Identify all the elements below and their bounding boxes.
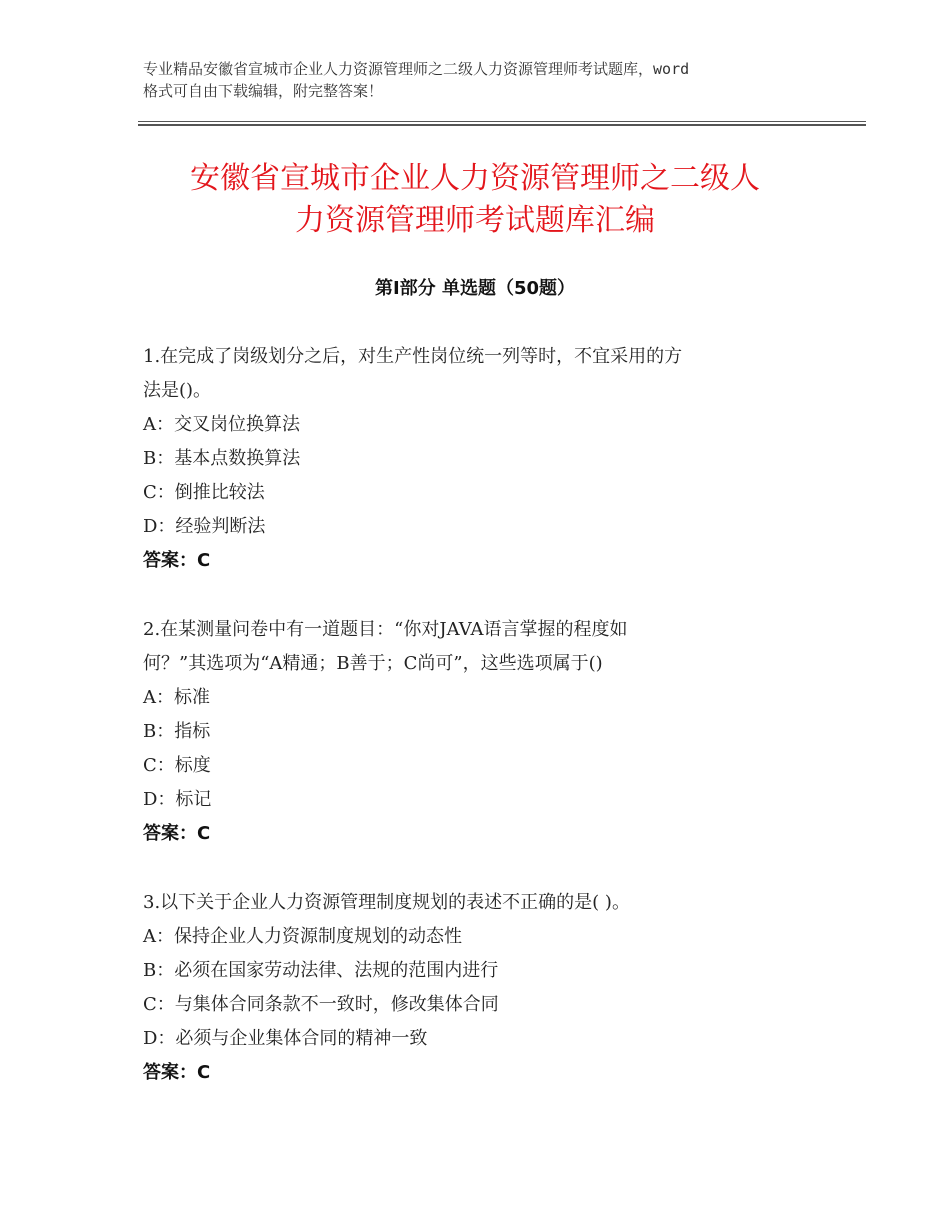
header-note <box>143 58 843 102</box>
question-stem-line: 2.在某测量问卷中有一道题目：“你对JAVA语言掌握的程度如 <box>143 619 628 640</box>
question-stem-line: 法是()。 <box>143 380 212 401</box>
document-title <box>100 158 850 242</box>
answer-label: 答案：C <box>143 1062 211 1083</box>
header-divider-thick <box>138 124 866 126</box>
question-stem-line: 1.在完成了岗级划分之后，对生产性岗位统一列等时，不宜采用的方 <box>143 346 683 367</box>
header-note-line-1: 专业精品安徽省宣城市企业人力资源管理师之二级人力资源管理师考试题库，word <box>143 60 690 78</box>
option-d: D：经验判断法 <box>143 516 266 537</box>
question-stem-line: 何？”其选项为“A精通；B善于；C尚可”，这些选项属于() <box>143 653 603 674</box>
option-c: C：倒推比较法 <box>143 482 265 503</box>
section-heading: 第Ⅰ部分 单选题（50题） <box>374 278 575 299</box>
header-divider-thin <box>138 121 866 122</box>
question-stem-line: 3.以下关于企业人力资源管理制度规划的表述不正确的是( )。 <box>143 892 630 913</box>
option-d: D：标记 <box>143 789 212 810</box>
option-c: C：标度 <box>143 755 211 776</box>
answer-label: 答案：C <box>143 823 211 844</box>
question-2 <box>143 613 823 851</box>
option-d: D：必须与企业集体合同的精神一致 <box>143 1028 428 1049</box>
question-3 <box>143 886 823 1090</box>
document-title-line-1: 安徽省宣城市企业人力资源管理师之二级人 <box>190 161 760 196</box>
answer-label: 答案：C <box>143 550 211 571</box>
header-note-line-2: 格式可自由下载编辑，附完整答案！ <box>143 82 384 100</box>
option-b: B：基本点数换算法 <box>143 448 301 469</box>
option-b: B：指标 <box>143 721 211 742</box>
option-b: B：必须在国家劳动法律、法规的范围内进行 <box>143 960 499 981</box>
option-a: A：交叉岗位换算法 <box>143 414 300 435</box>
option-a: A：标准 <box>143 687 210 708</box>
option-c: C：与集体合同条款不一致时，修改集体合同 <box>143 994 499 1015</box>
option-a: A：保持企业人力资源制度规划的动态性 <box>143 926 462 947</box>
question-1 <box>143 340 823 578</box>
document-title-line-2: 力资源管理师考试题库汇编 <box>295 203 655 238</box>
